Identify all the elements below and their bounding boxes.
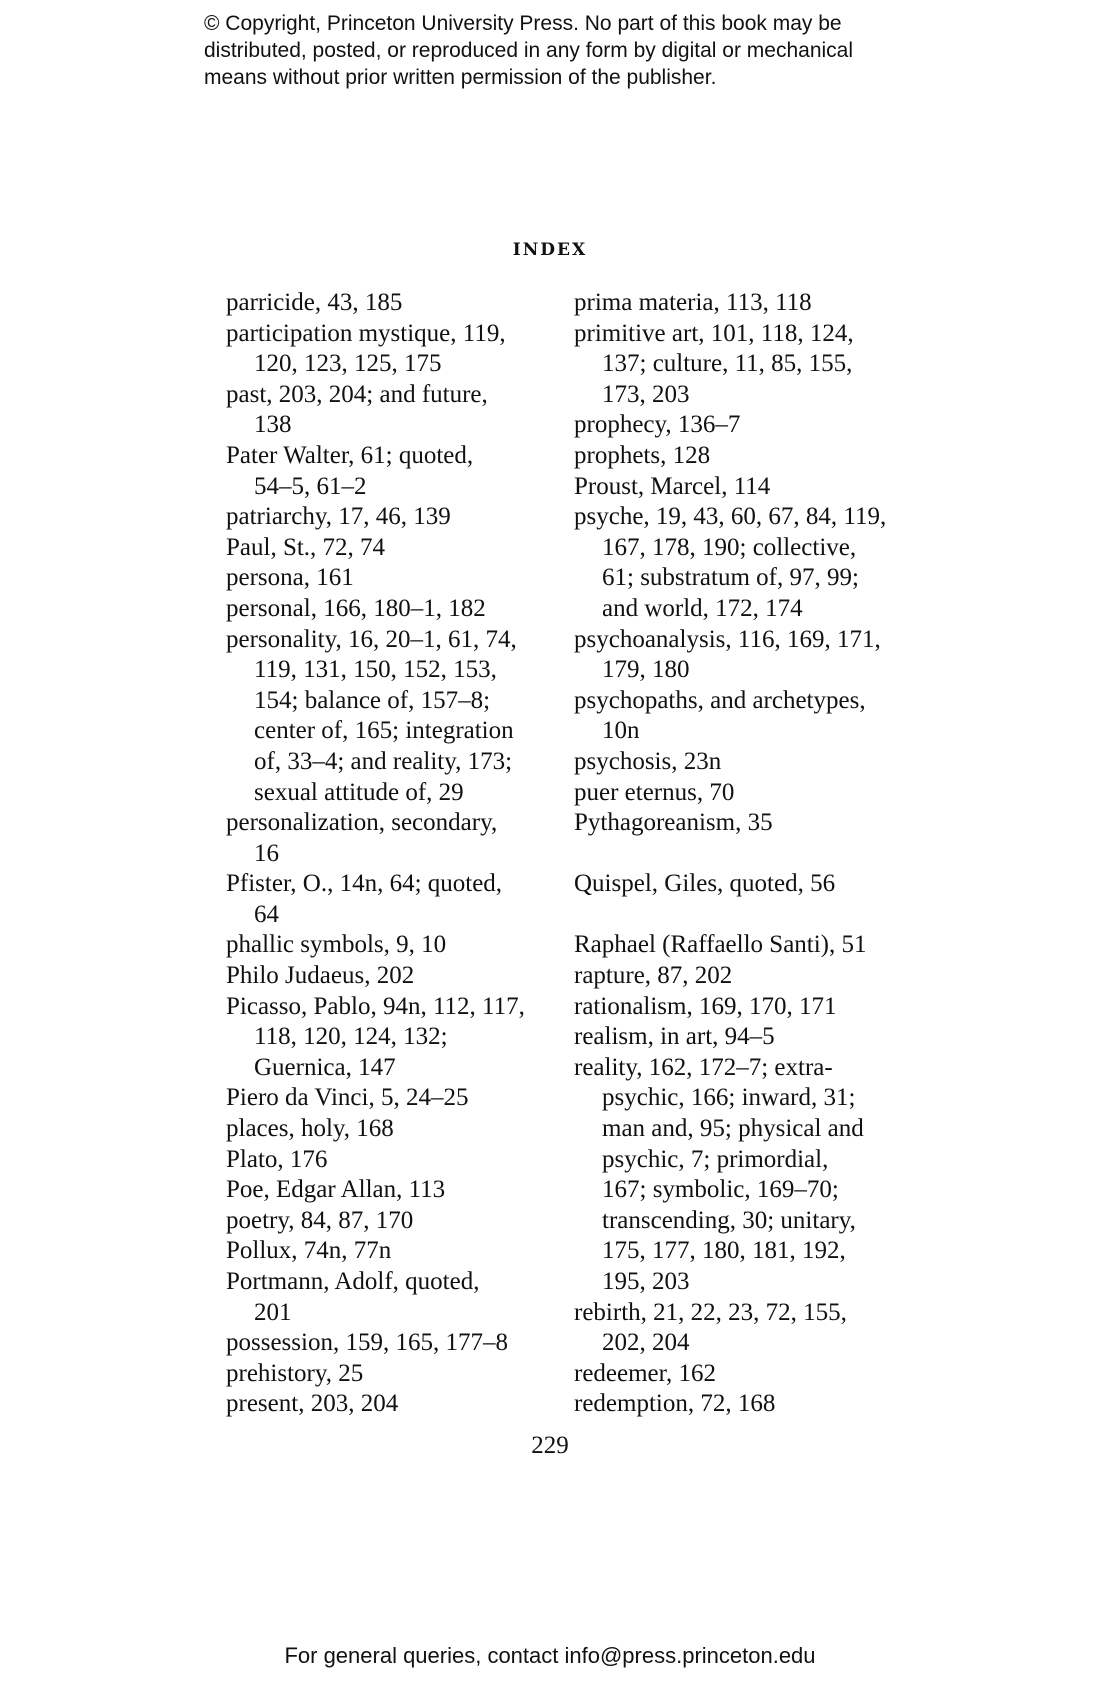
index-entry-continuation: 120, 123, 125, 175: [254, 350, 442, 378]
index-entry: persona, 161: [226, 564, 354, 592]
index-entry: psychopaths, and archetypes,: [574, 686, 866, 714]
index-entry-continuation: transcending, 30; unitary,: [602, 1206, 856, 1234]
index-entry: parricide, 43, 185: [226, 289, 403, 316]
index-entry-continuation: 154; balance of, 157–8;: [254, 686, 491, 714]
index-entry: Picasso, Pablo, 94n, 112, 117,: [226, 992, 525, 1020]
copyright-line: © Copyright, Princeton University Press. No part of this book may be: [204, 12, 842, 35]
index-entry-continuation: center of, 165; integration: [254, 717, 514, 745]
index-entry: Pollux, 74n, 77n: [226, 1237, 392, 1265]
index-entry: personal, 166, 180–1, 182: [226, 594, 486, 622]
index-entry-continuation: 167, 178, 190; collective,: [602, 533, 857, 561]
index-entry: psychosis, 23n: [574, 747, 722, 775]
index-entry: past, 203, 204; and future,: [226, 380, 488, 408]
index-entry-continuation: 202, 204: [602, 1329, 690, 1357]
index-entry-continuation: 195, 203: [602, 1268, 690, 1295]
index-entry: prophecy, 136–7: [574, 411, 741, 439]
index-entry-continuation: Guernica, 147: [254, 1053, 396, 1081]
index-entry: poetry, 84, 87, 170: [226, 1206, 414, 1234]
index-entry: Pythagoreanism, 35: [574, 809, 773, 837]
index-entry-continuation: 175, 177, 180, 181, 192,: [602, 1237, 846, 1265]
index-entry: possession, 159, 165, 177–8: [226, 1329, 508, 1357]
index-entry: Plato, 176: [226, 1145, 328, 1173]
index-entry: prima materia, 113, 118: [574, 289, 812, 316]
index-entry-continuation: sexual attitude of, 29: [254, 778, 464, 806]
index-entry: Pfister, O., 14n, 64; quoted,: [226, 870, 503, 898]
index-entry: personalization, secondary,: [226, 809, 498, 837]
index-entry-continuation: and world, 172, 174: [602, 594, 803, 622]
index-entry: phallic symbols, 9, 10: [226, 931, 447, 959]
index-entry-continuation: man and, 95; physical and: [602, 1115, 864, 1143]
index-entry-continuation: 167; symbolic, 169–70;: [602, 1176, 839, 1204]
index-entry: places, holy, 168: [226, 1115, 394, 1143]
index-entry: Portmann, Adolf, quoted,: [226, 1268, 480, 1295]
index-entry: patriarchy, 17, 46, 139: [226, 503, 451, 531]
index-entry: Quispel, Giles, quoted, 56: [574, 870, 836, 898]
index-entry: rationalism, 169, 170, 171: [574, 992, 837, 1020]
index-entry-continuation: 61; substratum of, 97, 99;: [602, 564, 859, 592]
index-entry: prophets, 128: [574, 441, 711, 469]
index-entry: participation mystique, 119,: [226, 319, 506, 347]
index-entry-continuation: 10n: [602, 717, 640, 745]
index-entry: Poe, Edgar Allan, 113: [226, 1176, 446, 1204]
index-entry-continuation: 179, 180: [602, 656, 690, 684]
index-section-gap: [574, 839, 914, 870]
page-number: 229: [531, 1432, 569, 1459]
index-entry-continuation: 64: [254, 900, 279, 928]
index-entry-continuation: 173, 203: [602, 380, 690, 408]
index-entry-continuation: of, 33–4; and reality, 173;: [254, 747, 513, 775]
index-entry: redeemer, 162: [574, 1359, 716, 1387]
index-entry: personality, 16, 20–1, 61, 74,: [226, 625, 517, 653]
index-entry-continuation: 54–5, 61–2: [254, 472, 367, 500]
index-entry: primitive art, 101, 118, 124,: [574, 319, 854, 347]
index-entry: present, 203, 204: [226, 1390, 399, 1418]
index-entry: Philo Judaeus, 202: [226, 962, 415, 990]
index-entry-continuation: 119, 131, 150, 152, 153,: [254, 656, 497, 684]
footer-contact: For general queries, contact info@press.princeton.edu: [284, 1643, 816, 1668]
index-entry-continuation: psychic, 166; inward, 31;: [602, 1084, 856, 1112]
copyright-line: distributed, posted, or reproduced in any form by digital or mechanical: [204, 39, 854, 62]
index-entry: psyche, 19, 43, 60, 67, 84, 119,: [574, 503, 887, 531]
index-entry: Raphael (Raffaello Santi), 51: [574, 931, 867, 959]
index-entry: realism, in art, 94–5: [574, 1023, 775, 1051]
index-entry-continuation: 201: [254, 1298, 292, 1326]
index-entry-continuation: 137; culture, 11, 85, 155,: [602, 350, 853, 378]
index-entry: prehistory, 25: [226, 1359, 364, 1387]
index-entry: psychoanalysis, 116, 169, 171,: [574, 625, 881, 653]
index-entry-continuation: 138: [254, 411, 292, 439]
index-entry-continuation: psychic, 7; primordial,: [602, 1145, 829, 1173]
index-entry: Piero da Vinci, 5, 24–25: [226, 1084, 469, 1112]
index-entry: Pater Walter, 61; quoted,: [226, 441, 474, 469]
copyright-line: means without prior written permission of the publisher.: [204, 66, 717, 89]
page-title: INDEX: [512, 240, 588, 260]
index-entry-continuation: 118, 120, 124, 132;: [254, 1023, 448, 1051]
index-entry: redemption, 72, 168: [574, 1390, 776, 1418]
index-entry: puer eternus, 70: [574, 778, 735, 806]
index-left-column: [226, 288, 566, 1420]
index-right-column: [574, 288, 914, 1420]
index-entry-continuation: 16: [254, 839, 279, 867]
index-entry: Paul, St., 72, 74: [226, 533, 386, 561]
index-entry: reality, 162, 172–7; extra-: [574, 1053, 833, 1081]
index-section-gap: [574, 900, 914, 931]
index-entry: rapture, 87, 202: [574, 962, 733, 990]
index-entry: Proust, Marcel, 114: [574, 472, 771, 500]
index-entry: rebirth, 21, 22, 23, 72, 155,: [574, 1298, 847, 1326]
copyright-notice: [204, 10, 964, 91]
